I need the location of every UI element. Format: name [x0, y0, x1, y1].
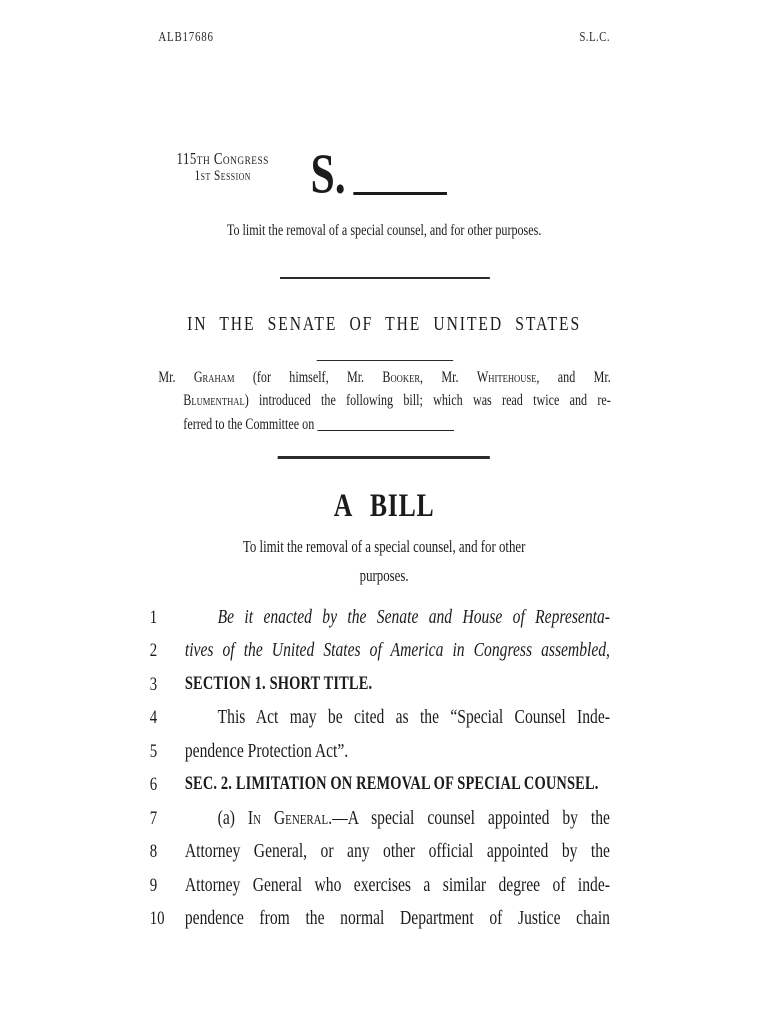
bill-line [150, 768, 618, 801]
congress-session-block [154, 150, 291, 184]
bill-line [150, 668, 618, 701]
small-caps-text: In General [247, 806, 329, 829]
text-run: Mr. [158, 369, 194, 386]
bill-subtitle [0, 533, 768, 590]
sponsor-line [158, 366, 610, 389]
sponsor-line [158, 389, 610, 412]
small-caps-text: Whitehouse [476, 369, 537, 386]
bill-number [310, 143, 447, 206]
text-run: pendence from the normal Department of Justice chain [184, 906, 610, 929]
line-number: 10 [149, 907, 165, 929]
line-text [185, 735, 610, 768]
committee-blank-line [317, 416, 454, 430]
small-caps-text: Graham [193, 369, 235, 386]
text-run: ferred to the Committee on [183, 415, 318, 433]
bill-line [150, 735, 618, 768]
line-number: 3 [149, 673, 158, 695]
bill-line [150, 634, 618, 667]
line-text [185, 902, 610, 935]
line-number: 6 [149, 774, 158, 796]
text-run: (for himself, Mr. [234, 369, 383, 386]
divider-rule-3 [278, 456, 490, 459]
line-text [185, 601, 610, 634]
small-caps-text: Booker [382, 369, 421, 386]
line-text [185, 634, 610, 667]
purpose-statement: To limit the removal of a special counsel, and for other purposes. [226, 222, 542, 239]
office-code: S.L.C. [579, 30, 610, 45]
text-run: (a) [217, 806, 248, 829]
bill-number-blank-line [353, 148, 447, 195]
bill-body [150, 601, 618, 935]
sponsor-paragraph [158, 366, 610, 436]
sponsor-line [158, 413, 610, 436]
bill-line [150, 701, 618, 734]
bill-line [150, 835, 618, 868]
text-run: Attorney General, or any other official appointed by the [184, 840, 610, 863]
text-run: .—A special counsel appointed by the [328, 806, 610, 829]
text-run: Be it enacted by the Senate and House of Representa- [217, 606, 610, 628]
bill-line [150, 902, 618, 935]
bill-subtitle-line-1: To limit the removal of a special counsel, and for other [242, 537, 526, 556]
bill-line [150, 869, 618, 902]
text-run: , Mr. [420, 369, 477, 386]
line-number: 7 [149, 807, 158, 829]
text-run: SEC. 2. LIMITATION ON REMOVAL OF SPECIAL COUNSEL. [184, 774, 599, 795]
congress-label: 115th Congress [176, 149, 269, 168]
draft-code: ALB17686 [158, 30, 214, 45]
line-text [185, 668, 610, 701]
line-number: 2 [149, 640, 158, 662]
bill-number-prefix: S. [310, 143, 346, 206]
line-text [185, 802, 610, 835]
line-number: 5 [149, 740, 158, 762]
text-run: tives of the United States of America in Congress assembled, [184, 639, 610, 662]
line-number: 8 [149, 841, 158, 863]
bill-line [150, 601, 618, 634]
text-run: pendence Protection Act”. [184, 739, 349, 762]
line-number: 1 [149, 607, 158, 628]
line-text [185, 701, 610, 734]
session-label: 1st Session [194, 168, 251, 184]
bill-subtitle-line-2: purposes. [359, 565, 409, 585]
divider-rule-2 [317, 360, 454, 361]
text-run: ) introduced the following bill; which was read twice and re- [244, 392, 611, 410]
small-caps-text: Blumenthal [183, 392, 245, 410]
text-run: Attorney General who exercises a similar degree of inde- [184, 873, 610, 896]
text-run: SECTION 1. SHORT TITLE. [184, 673, 373, 694]
divider-rule-1 [280, 277, 490, 279]
line-number: 4 [149, 707, 158, 729]
bill-line [150, 802, 618, 835]
line-text [185, 835, 610, 868]
bill-title: A BILL [333, 488, 435, 524]
line-number: 9 [149, 874, 158, 896]
text-run: , and Mr. [536, 369, 611, 386]
line-text [185, 768, 610, 801]
text-run: This Act may be cited as the “Special Counsel Inde- [217, 706, 610, 729]
line-text [185, 869, 610, 902]
chamber-heading: IN THE SENATE OF THE UNITED STATES [187, 313, 582, 335]
